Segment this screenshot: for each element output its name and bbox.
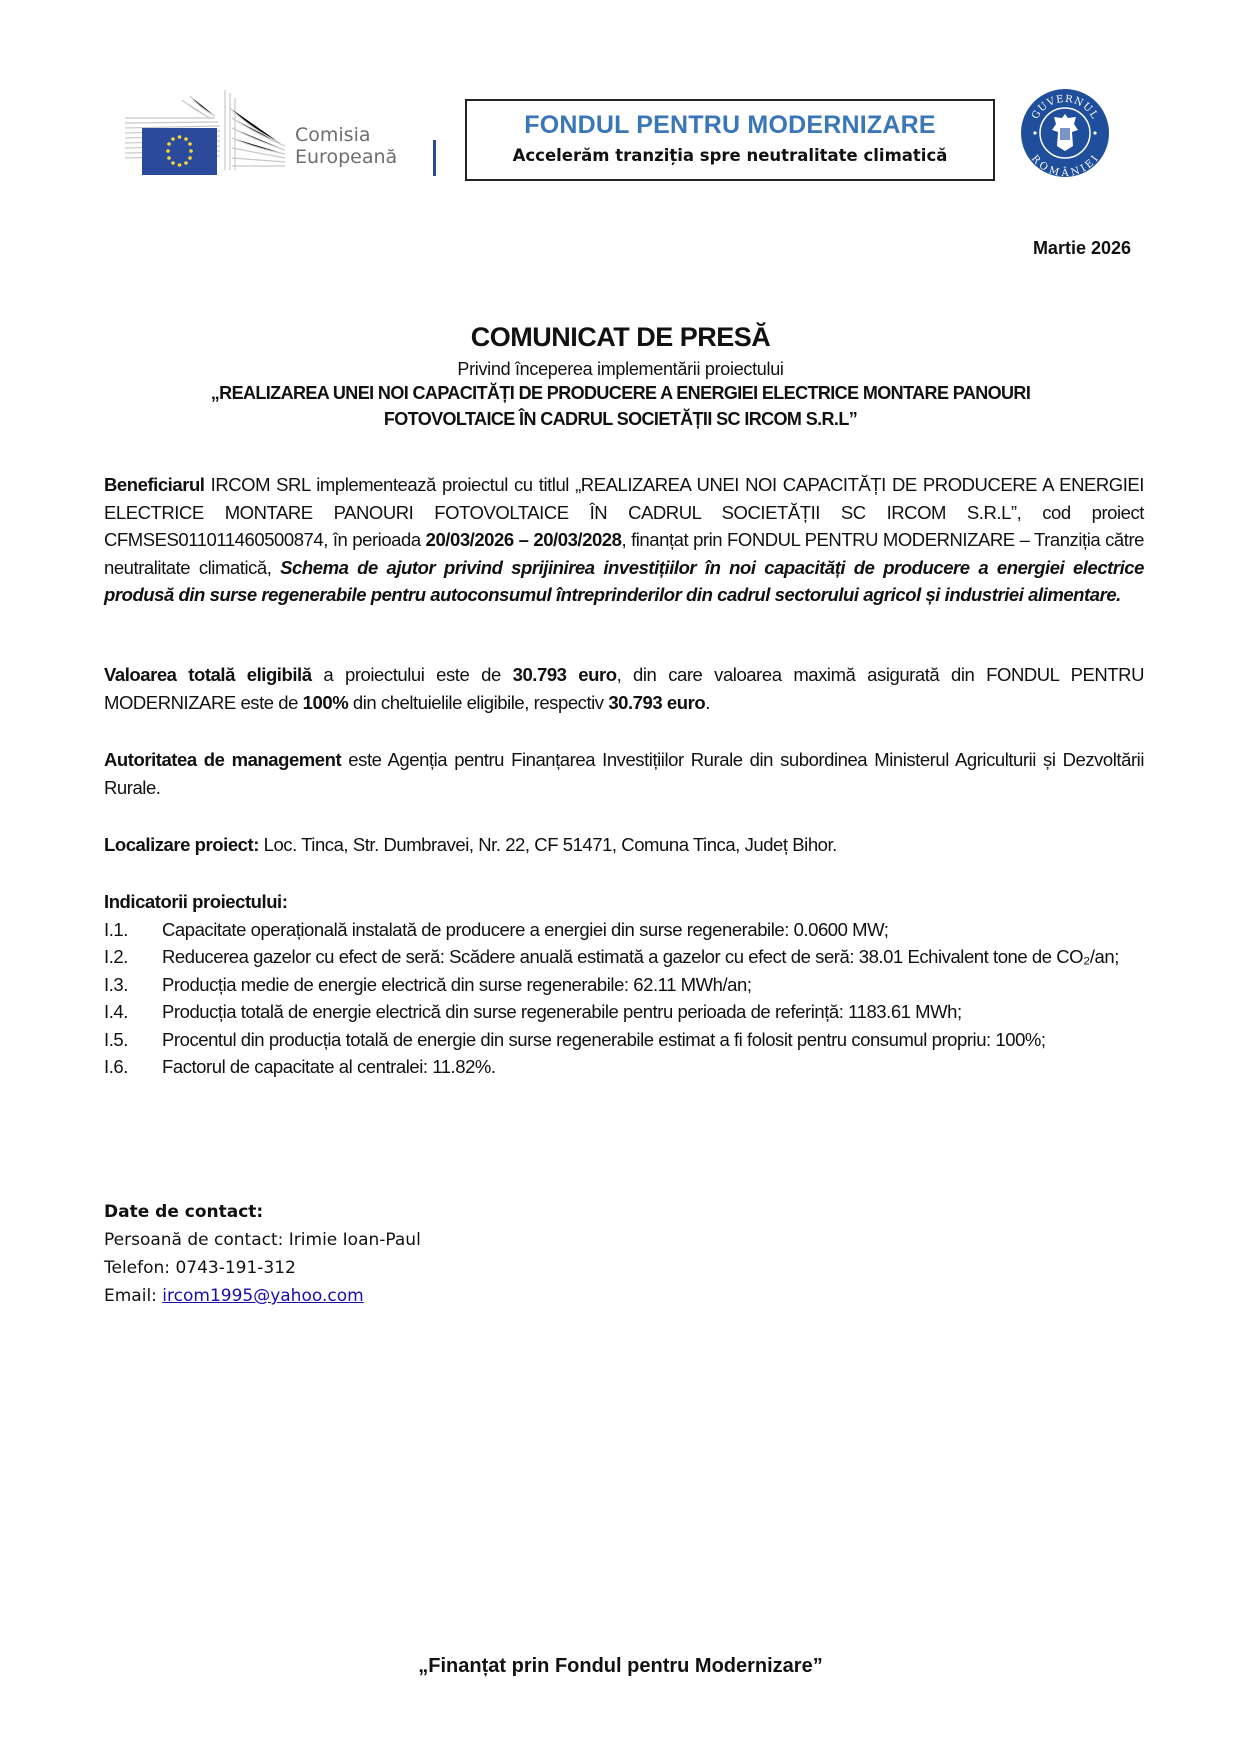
indicator-item (104, 998, 1144, 1026)
contact-phone: 0743-191-312 (175, 1258, 296, 1278)
indicators-section (104, 888, 1144, 1081)
indicator-item (104, 916, 1144, 944)
beneficiary-paragraph (104, 471, 1144, 609)
indicator-number: I.5. (104, 1028, 128, 1050)
value-text-3: din cheltuielile eligibile, respectiv (348, 691, 609, 713)
project-period: 20/03/2026 – 20/03/2028 (425, 529, 622, 550)
indicator-item (104, 1026, 1144, 1054)
authority-label: Autoritatea de management (104, 749, 342, 770)
press-release-title: COMUNICAT DE PRESĂ (470, 322, 771, 352)
value-text-4: . (705, 691, 710, 713)
value-text-2: , din care valoarea maximă asigurată din FONDUL PENTRU MODERNIZARE este de (104, 664, 1144, 713)
contact-phone-label: Telefon: (104, 1258, 176, 1278)
indicator-number: I.6. (104, 1056, 128, 1077)
government-of-romania-logo (1020, 88, 1110, 178)
contact-email-link[interactable]: ircom1995@yahoo.com (162, 1286, 364, 1306)
contact-email-label: Email: (104, 1286, 163, 1306)
contact-email-row (104, 1282, 421, 1310)
european-commission-logo (120, 88, 440, 178)
authority-paragraph (104, 746, 1144, 801)
value-label: Valoarea totală eligibilă (104, 664, 312, 685)
indicator-item (104, 943, 1144, 971)
project-title-line-2: FOTOVOLTAICE ÎN CADRUL SOCIETĂȚII SC IRCOM S.R.L” (383, 409, 858, 429)
beneficiary-text: IRCOM SRL implementează proiectul cu titlul „REALIZAREA UNEI NOI CAPACITĂȚI DE PRODUCERE A ENERGIEI ELECTRICE MONTARE PANOURI FOTOVOLTAICE ÎN CADRUL SOCIETĂȚII SC IRCOM S.R.L”, cod proiect CFMSES011011460500874, în perioada (104, 474, 1144, 550)
indicator-item (104, 971, 1144, 999)
contact-heading: Date de contact: (104, 1202, 264, 1222)
svg-text:ROMÂNIEI: ROMÂNIEI (1028, 153, 1102, 178)
beneficiary-label: Beneficiarul (104, 474, 205, 495)
indicator-number: I.2. (104, 946, 128, 967)
location-text: Loc. Tinca, Str. Dumbravei, Nr. 22, CF 51471, Comuna Tinca, Județ Bihor. (258, 834, 837, 855)
value-text-1: a proiectului este de (311, 664, 513, 685)
value-paragraph (104, 661, 1144, 716)
modernisation-fund-banner (465, 99, 995, 181)
contact-person: Irimie Ioan-Paul (288, 1230, 421, 1250)
contact-phone-row (104, 1254, 421, 1282)
location-label: Localizare proiect: (104, 834, 259, 855)
indicator-text: Reducerea gazelor cu efect de seră: Scădere anuală estimată a gazelor cu efect de seră: 38.01 Echivalent tone de CO₂/an; (162, 946, 1119, 967)
indicator-text: Procentul din producția totală de energie din surse regenerabile estimat a fi folosit pentru consumul propriu: 100%; (162, 1028, 1046, 1050)
indicator-number: I.3. (104, 973, 128, 995)
funding-text: , finanțat prin FONDUL PENTRU MODERNIZARE – Tranziția către neutralitate climatică, (104, 529, 1144, 578)
press-release-subtitle: Privind începerea implementării proiectului (457, 359, 784, 379)
indicator-text: Factorul de capacitate al centralei: 11.82%. (162, 1056, 496, 1077)
romanian-coat-of-arms-icon (1020, 88, 1110, 178)
location-paragraph (104, 831, 1144, 859)
indicator-text: Capacitate operațională instalată de producere a energiei din surse regenerabile: 0.0600 MW; (162, 918, 889, 940)
indicator-text: Producția totală de energie electrică din surse regenerabile pentru perioada de referință: 1183.61 MWh; (162, 1001, 962, 1022)
indicator-number: I.4. (104, 1001, 128, 1022)
fund-slogan: Accelerăm tranziția spre neutralitate climatică (512, 146, 948, 165)
project-title-line-1: „REALIZAREA UNEI NOI CAPACITĂȚI DE PRODUCERE A ENERGIEI ELECTRICE MONTARE PANOURI (210, 383, 1031, 403)
authority-text: este Agenția pentru Finanțarea Investițiilor Rurale din subordinea Ministerul Agriculturii și Dezvoltării Rurale. (104, 749, 1144, 798)
contact-person-row (104, 1226, 421, 1254)
release-date: Martie 2026 (1032, 238, 1131, 258)
ec-logo-line1: Comisia (295, 124, 371, 146)
indicators-heading: Indicatorii proiectului: (104, 891, 288, 912)
contact-person-label: Persoană de contact: (104, 1230, 289, 1250)
funding-percent: 100% (302, 691, 349, 713)
indicator-text: Producția medie de energie electrică din surse regenerabile: 62.11 MWh/an; (162, 973, 752, 995)
indicator-item (104, 1053, 1144, 1081)
title-block (100, 322, 1141, 432)
funded-amount: 30.793 euro (608, 691, 706, 713)
total-eligible-value: 30.793 euro (512, 664, 617, 685)
svg-text:GUVERNUL: GUVERNUL (1029, 93, 1101, 122)
ec-logo-line2: Europeană (295, 146, 398, 168)
contact-section (104, 1198, 421, 1310)
footer-funding-note: „Finanțat prin Fondul pentru Modernizare” (418, 1655, 823, 1677)
fund-title: FONDUL PENTRU MODERNIZARE (524, 111, 936, 139)
aid-scheme: Schema de ajutor privind sprijinirea investițiilor în noi capacități de producere a energiei electrice produsă din surse regenerabile pentru autoconsumul întreprinderilor din cadrul sectorului agricol și industriei alimentare. (104, 556, 1144, 605)
indicator-number: I.1. (104, 918, 128, 940)
